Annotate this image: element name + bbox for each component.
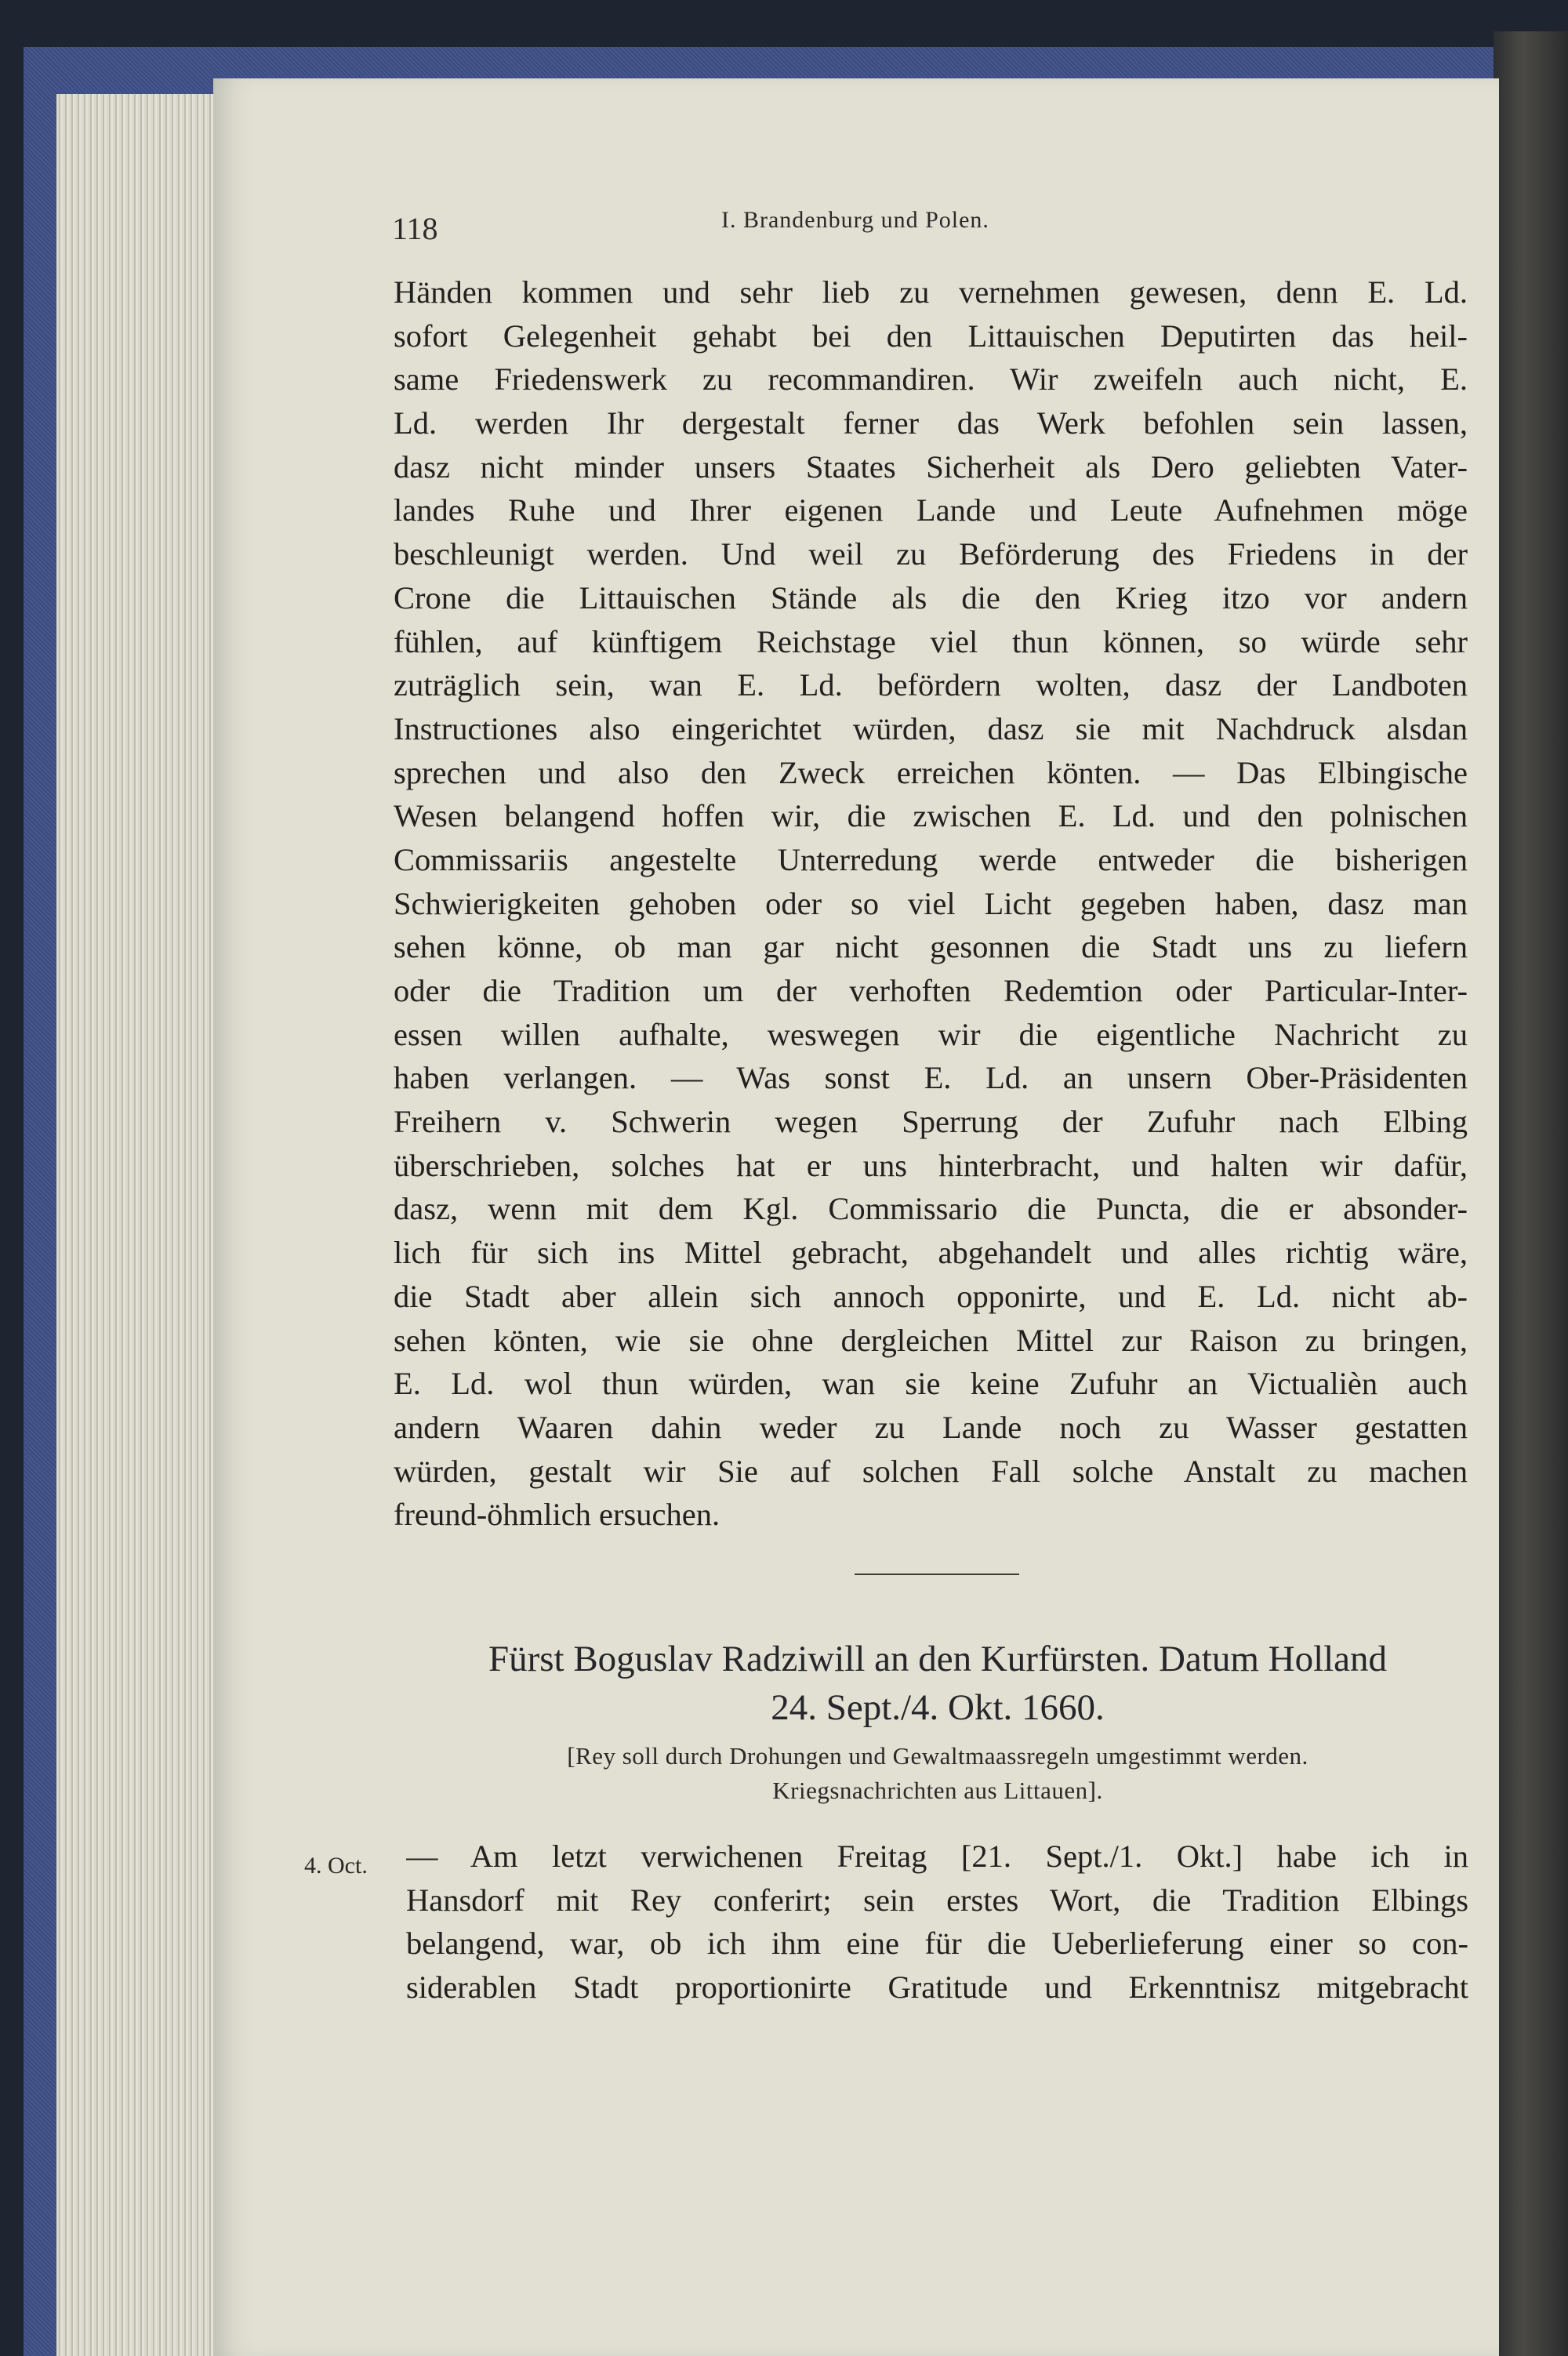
letter-body — [394, 270, 1468, 1537]
text-line: siderablen Stadt proportionirte Gratitude und Erkenntnisz mitgebracht — [406, 1969, 1468, 2006]
document-heading-line: Fürst Boguslav Radziwill an den Kurfürsten. Datum Holland — [488, 1639, 1388, 1679]
text-line: belangend, war, ob ich ihm eine für die Ueberlieferung einer so con- — [406, 1926, 1468, 1962]
text-line: Instructiones also eingerichtet würden, dasz sie mit Nachdruck alsdan — [394, 710, 1468, 746]
text-line: dasz, wenn mit dem Kgl. Commissario die Puncta, die er absonder- — [394, 1191, 1468, 1227]
text-line: E. Ld. wol thun würden, wan sie keine Zufuhr an Victualièn auch — [394, 1366, 1468, 1402]
text-line: Wesen belangend hoffen wir, die zwischen E. Ld. und den polnischen — [394, 798, 1468, 834]
text-line: würden, gestalt wir Sie auf solchen Fall solche Anstalt zu machen — [394, 1453, 1468, 1489]
text-line: sprechen und also den Zweck erreichen könten. — Das Elbingische — [394, 754, 1468, 790]
text-line: sehen könne, ob man gar nicht gesonnen die Stadt uns zu liefern — [394, 929, 1468, 965]
text-line: Commissariis angestelte Unterredung werde entweder die bisherigen — [394, 841, 1468, 877]
text-line: fühlen, auf künftigem Reichstage viel thun können, so würde sehr — [394, 623, 1468, 659]
text-line: sofort Gelegenheit gehabt bei den Littauischen Deputirten das heil- — [394, 318, 1468, 354]
text-line: Hansdorf mit Rey conferirt; sein erstes Wort, die Tradition Elbings — [406, 1882, 1468, 1918]
text-line: die Stadt aber allein sich annoch opponirte, und E. Ld. nicht ab- — [394, 1278, 1468, 1314]
running-head: I. Brandenburg und Polen. — [721, 207, 989, 233]
text-line: Händen kommen und sehr lieb zu vernehmen gewesen, denn E. Ld. — [394, 274, 1468, 310]
summary-line: Kriegsnachrichten aus Littauen]. — [772, 1777, 1103, 1804]
text-line: beschleunigt werden. Und weil zu Beförderung des Friedens in der — [394, 536, 1468, 572]
text-line: überschrieben, solches hat er uns hinterbracht, und halten wir dafür, — [394, 1147, 1468, 1183]
text-line: landes Ruhe und Ihrer eigenen Lande und Leute Aufnehmen möge — [394, 492, 1468, 528]
text-line: Crone die Littauischen Stände als die den Krieg itzo vor andern — [394, 579, 1468, 615]
document-summary — [408, 1739, 1468, 1808]
text-line: Freihern v. Schwerin wegen Sperrung der Zufuhr nach Elbing — [394, 1104, 1468, 1140]
text-line: zuträglich sein, wan E. Ld. befördern wolten, dasz der Landboten — [394, 667, 1468, 703]
margin-date: 4. Oct. — [304, 1853, 368, 1879]
text-line: haben verlangen. — Was sonst E. Ld. an unsern Ober-Präsidenten — [394, 1060, 1468, 1096]
summary-line: [Rey soll durch Drohungen und Gewaltmaassregeln umgestimmt werden. — [567, 1742, 1308, 1770]
text-line: sehen könten, wie sie ohne dergleichen Mittel zur Raison zu bringen, — [394, 1322, 1468, 1358]
page-block-edges — [56, 94, 221, 2356]
facing-page-edge — [1494, 31, 1568, 2356]
text-line: andern Waaren dahin weder zu Lande noch zu Wasser gestatten — [394, 1409, 1468, 1445]
text-line: freund-öhmlich ersuchen. — [394, 1497, 720, 1533]
text-line: lich für sich ins Mittel gebracht, abgehandelt und alles richtig wäre, — [394, 1235, 1468, 1271]
text-line: oder die Tradition um der verhoften Redemtion oder Particular-Inter- — [394, 973, 1468, 1008]
page-header — [392, 205, 1176, 252]
text-line: same Friedenswerk zu recommandiren. Wir zweifeln auch nicht, E. — [394, 361, 1468, 398]
text-line: essen willen aufhalte, weswegen wir die eigentliche Nachricht zu — [394, 1016, 1468, 1052]
text-line: Ld. werden Ihr dergestalt ferner das Werk befohlen sein lassen, — [394, 405, 1468, 441]
document-heading — [408, 1635, 1468, 1732]
text-line: Schwierigkeiten gehoben oder so viel Licht gegeben haben, dasz man — [394, 885, 1468, 921]
text-line: — Am letzt verwichenen Freitag [21. Sept./1. Okt.] habe ich in — [406, 1839, 1468, 1874]
page-number: 118 — [392, 211, 438, 246]
document-body — [406, 1835, 1468, 2009]
document-heading-date: 24. Sept./4. Okt. 1660. — [771, 1687, 1105, 1728]
text-line: dasz nicht minder unsers Staates Sicherheit als Dero geliebten Vater- — [394, 448, 1468, 485]
section-divider — [855, 1574, 1019, 1575]
